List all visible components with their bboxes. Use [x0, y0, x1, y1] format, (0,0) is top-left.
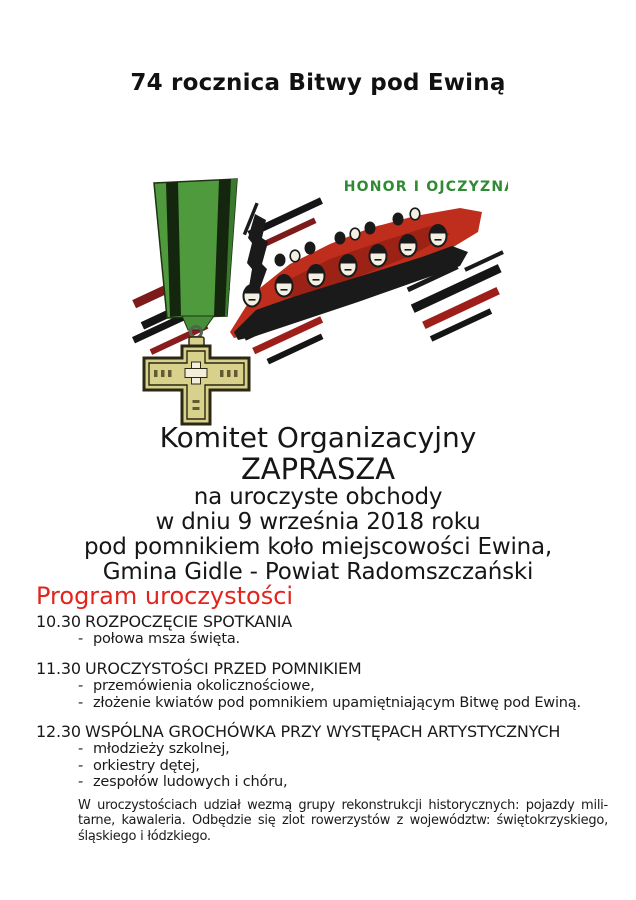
bullet-dash: -: [78, 774, 84, 790]
invitation-date: w dniu 9 września 2018 roku: [155, 509, 481, 535]
event-detail: przemówienia okolicznościowe,: [93, 678, 315, 694]
event-time: 11.30: [36, 659, 81, 678]
closing-line: śląskiego i łódzkiego.: [78, 828, 211, 844]
bullet-dash: -: [78, 741, 84, 757]
closing-paragraph: [78, 798, 608, 844]
grunwald-cross-medal: [144, 327, 249, 425]
program-heading: Program uroczystości: [36, 582, 294, 610]
event-artwork: [130, 164, 508, 430]
event-time: 10.30: [36, 612, 81, 631]
event-detail: zespołów ludowych i chóru,: [93, 774, 288, 790]
bullet-dash: -: [78, 694, 84, 711]
bullet-dash: -: [78, 631, 84, 647]
medal-soldiers-graphic: [130, 164, 508, 430]
event-detail: złożenie kwiatów pod pomnikiem upamiętniającym Bitwę pod Ewiną.: [93, 694, 581, 711]
invitation-committee: Komitet Organizacyjny: [159, 421, 477, 454]
page-title: 74 rocznica Bitwy pod Ewiną: [130, 70, 506, 96]
event-detail: młodzieży szkolnej,: [93, 741, 230, 757]
event-title: WSPÓLNA GROCHÓWKA PRZY WYSTĘPACH ARTYSTYCZNYCH: [85, 722, 561, 741]
closing-line: W uroczystościach udział wezmą grupy rekonstrukcji historycznych: pojazdy mili-: [78, 798, 608, 813]
invitation-occasion: na uroczyste obchody: [193, 484, 443, 510]
closing-line: tarne, kawaleria. Odbędzie się zlot rowerzystów z województw: świętokrzyskiego,: [78, 813, 608, 829]
invitation-invites: ZAPRASZA: [240, 452, 396, 486]
program-item: [36, 723, 606, 791]
event-title: UROCZYSTOŚCI PRZED POMNIKIEM: [85, 659, 362, 678]
invitation-block: [0, 421, 636, 585]
event-detail: orkiestry dętej,: [93, 757, 200, 774]
event-title: ROZPOCZĘCIE SPOTKANIA: [85, 612, 293, 631]
honor-ojczyzna-motto: HONOR I OJCZYZNA: [343, 179, 508, 195]
program-item: [36, 660, 606, 711]
event-time: 12.30: [36, 722, 81, 741]
bullet-dash: -: [78, 757, 84, 774]
bullet-dash: -: [78, 678, 84, 694]
program-item: [36, 613, 606, 648]
medal-ribbon: [154, 179, 237, 330]
event-detail: połowa msza święta.: [93, 631, 240, 647]
invitation-place: pod pomnikiem koło miejscowości Ewina,: [83, 534, 553, 560]
invitation-region: Gmina Gidle - Powiat Radomszczański: [102, 559, 534, 585]
